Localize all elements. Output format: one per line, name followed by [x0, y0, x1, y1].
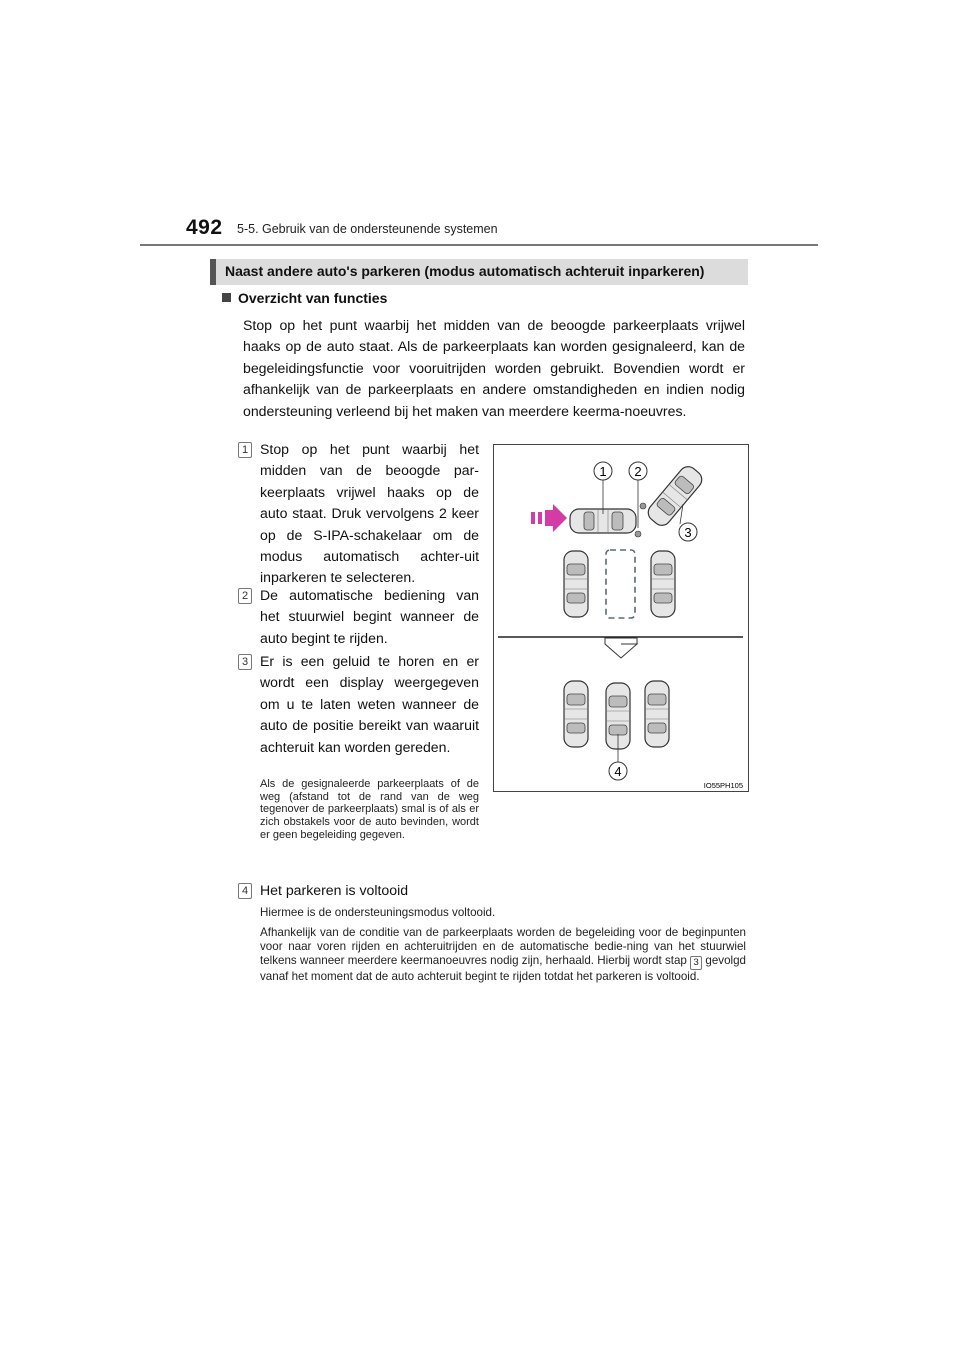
- svg-text:4: 4: [614, 764, 622, 779]
- subsection-title-text: Overzicht van functies: [238, 290, 388, 306]
- section-accent: [210, 259, 216, 285]
- svg-text:1: 1: [599, 464, 607, 479]
- step-number-1: 1: [238, 442, 252, 458]
- intro-paragraph: Stop op het punt waarbij het midden van de beoogde parkeerplaats vrijwel haaks op de auto staat. Als de parkeerplaats kan worden gesignaleerd, kan de begeleidingsfunctie voor vooruitrijden worden gebruikt. Bovendien wordt er afhankelijk van de parkeerplaats en andere omstandigheden en indien nodig ondersteuning verleend bij het maken van meerdere keerma-noeuvres.: [243, 317, 745, 419]
- parked-car-left-bottom: [564, 681, 588, 747]
- step-number-2: 2: [238, 588, 252, 604]
- svg-text:3: 3: [684, 525, 692, 540]
- section-heading: [210, 259, 748, 285]
- svg-text:2: 2: [634, 464, 642, 479]
- step-4-note-1: Hiermee is de ondersteuningsmodus voltooid.: [260, 906, 496, 919]
- step-3-text: Er is een geluid te horen en er wordt een display weergegeven om u te laten weten wanneer de auto de positie bereikt van waaruit achteruit kan worden gereden.: [260, 653, 479, 755]
- header-divider: [140, 244, 818, 246]
- inline-step-ref: 3: [690, 956, 702, 970]
- note-text-after: gevolgd vanaf het moment dat de auto achteruit begint te rijden totdat het parkeren is voltooid.: [260, 953, 746, 983]
- step-3-note: Als de gesignaleerde parkeerplaats of de weg (afstand tot de rand van de weg tegenover de parkeerplaats) smal is of als er zich obstakels voor de auto bevinden, wordt er geen begeleiding gegeven.: [260, 778, 479, 841]
- square-bullet-icon: [222, 293, 231, 302]
- parked-car-left-top: [564, 551, 588, 617]
- page-number: 492: [186, 216, 223, 239]
- parked-car-right-top: [651, 551, 675, 617]
- step-2-text: De automatische bediening van het stuurwiel begint wanneer de auto begint te rijden.: [260, 587, 479, 646]
- note-text-before: Afhankelijk van de conditie van de parkeerplaats worden de begeleiding voor de beginpunten voor naar voren rijden en achteruitrijden en de automatische bedie-ning van het stuurwiel telkens wanneer meerdere keermanoeuvres nodig zijn, herhaald. Hierbij wordt stap: [260, 926, 746, 967]
- section-heading-text: Naast andere auto's parkeren (modus automatisch achteruit inparkeren): [225, 263, 705, 279]
- parked-car-right-bottom: [645, 681, 669, 747]
- chapter-title: 5-5. Gebruik van de ondersteunende systemen: [237, 222, 498, 236]
- step-number-3: 3: [238, 654, 252, 670]
- subsection-title: [222, 290, 387, 306]
- step-number-4: 4: [238, 883, 252, 899]
- step-4-text: Het parkeren is voltooid: [260, 882, 409, 898]
- step-1-text: Stop op het punt waarbij het midden van de beoogde par-keerplaats vrijwel haaks op de auto staat. Druk vervolgens 2 keer op de S-IPA-schakelaar om de modus automatisch achter-uit inparkeren te selecteren.: [260, 441, 479, 586]
- figure-code: IO55PH105: [703, 781, 743, 790]
- parking-illustration: [493, 444, 749, 792]
- step-4-note-2: [260, 926, 746, 983]
